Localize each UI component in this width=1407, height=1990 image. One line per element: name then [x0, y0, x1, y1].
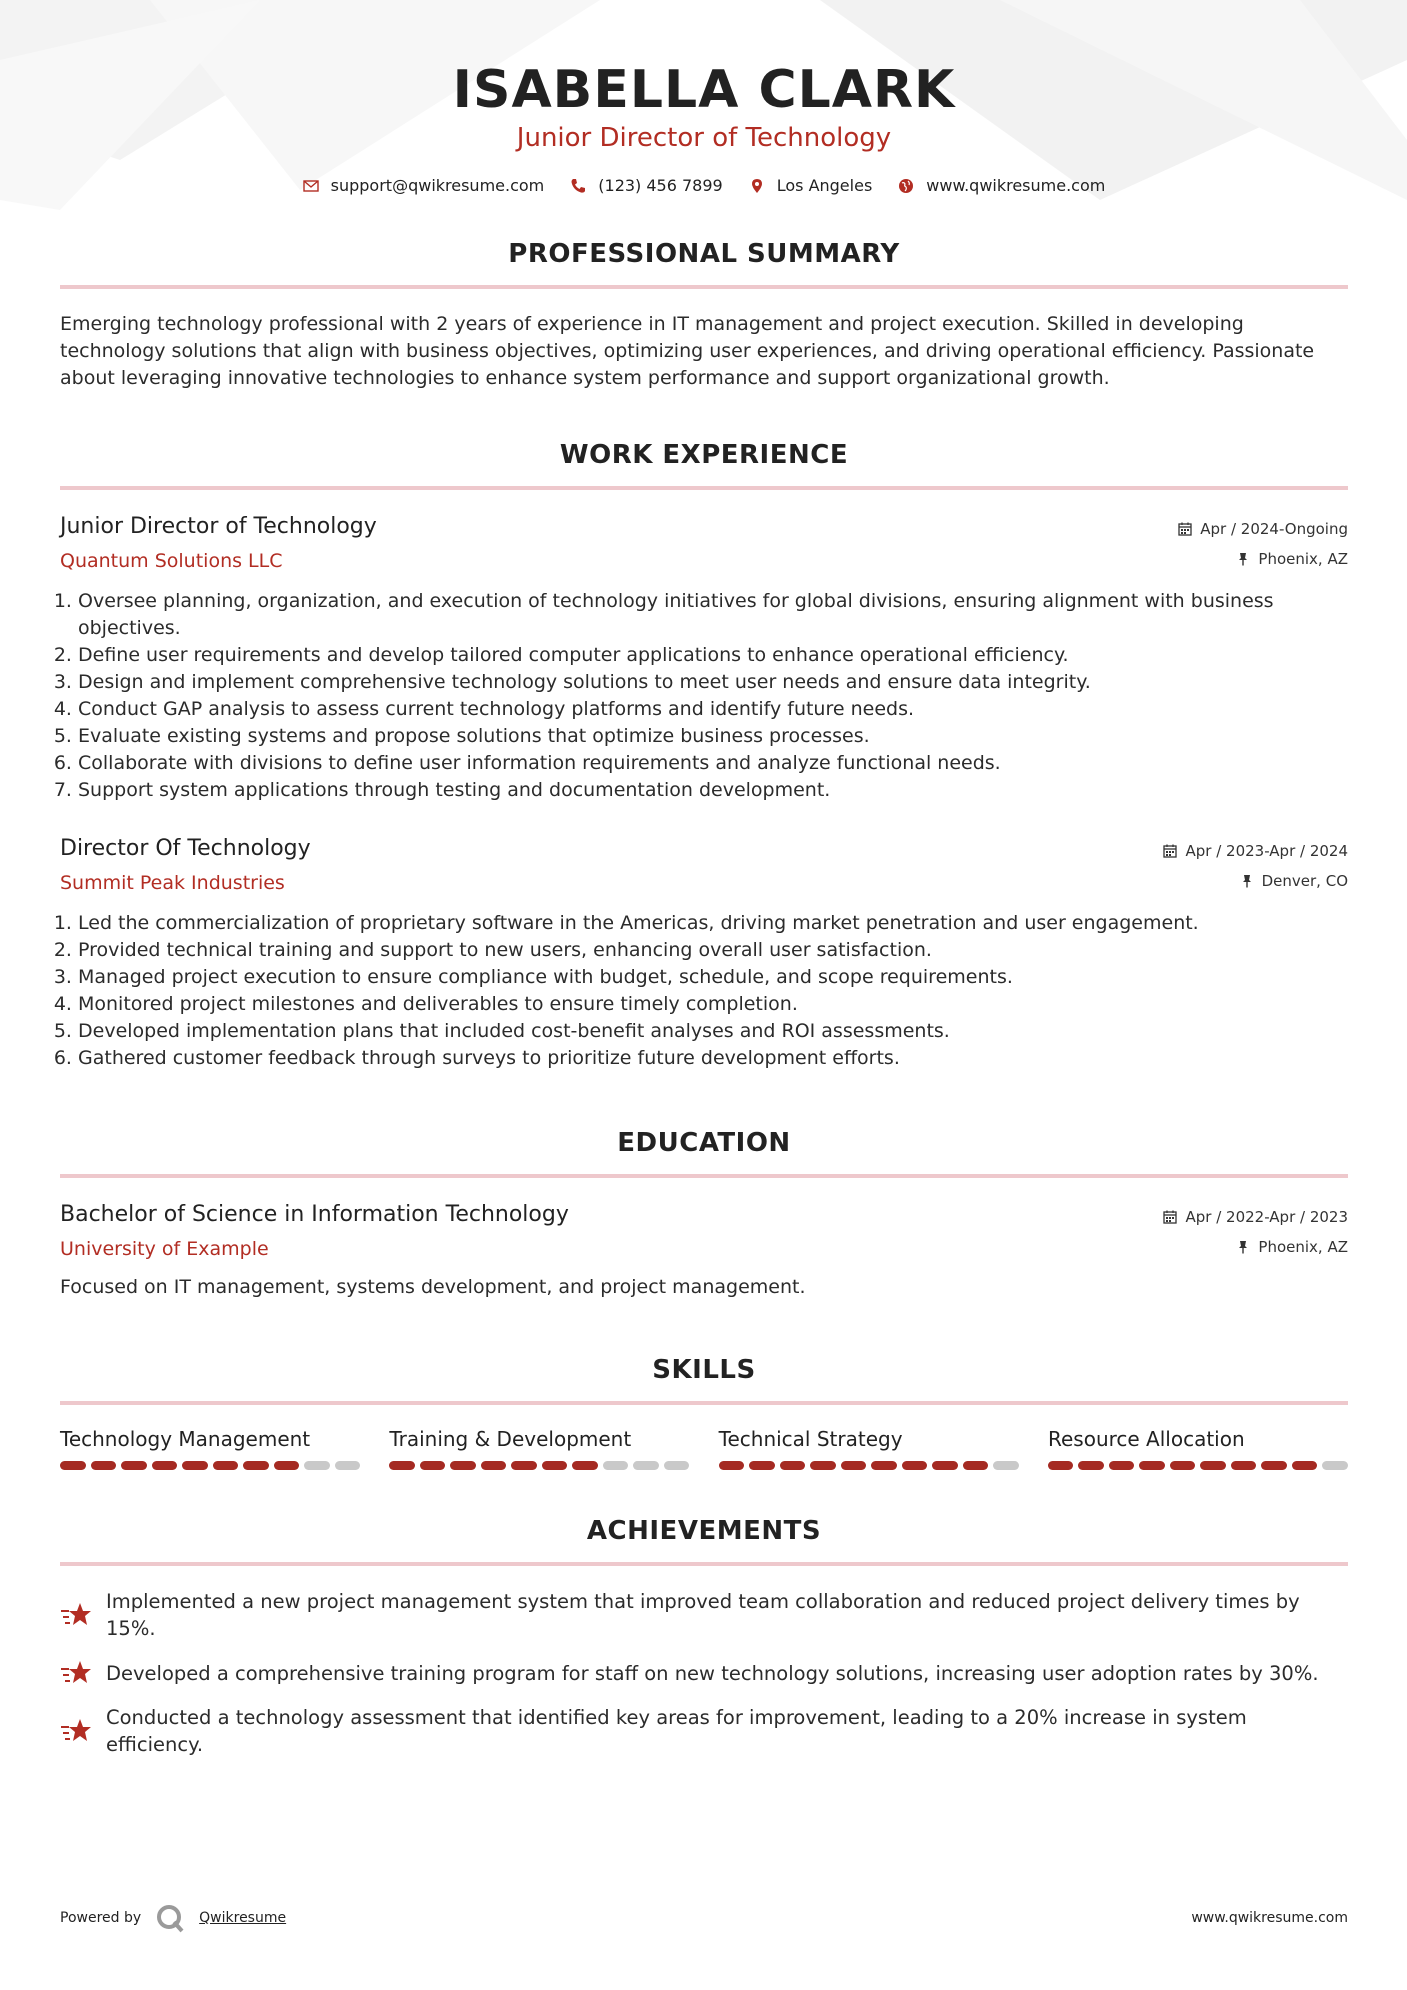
skill-item [389, 1425, 689, 1470]
list-item: 3. Design and implement comprehensive technology solutions to meet user needs and ensure data integrity. [78, 669, 1348, 696]
globe-icon [898, 178, 914, 194]
job-company: Summit Peak Industries [60, 872, 285, 894]
skill-segment-empty [304, 1461, 330, 1470]
skill-segment-filled [213, 1461, 239, 1470]
education-heading: EDUCATION [60, 1128, 1348, 1178]
job-location [1163, 868, 1348, 894]
job-title: Director Of Technology [60, 836, 311, 861]
contact-location [749, 176, 873, 195]
skill-segment-filled [749, 1461, 775, 1470]
brand-link[interactable]: Qwikresume [199, 1910, 287, 1926]
candidate-name: ISABELLA CLARK [452, 60, 956, 120]
list-item: 5. Developed implementation plans that included cost-benefit analyses and ROI assessments. [78, 1018, 1348, 1045]
degree-title: Bachelor of Science in Information Technology [60, 1202, 569, 1227]
map-pin-icon [749, 178, 765, 194]
achievement-text: Conducted a technology assessment that identified key areas for improvement, leading to a 20% increase in system efficiency. [106, 1706, 1247, 1756]
email-text: support@qwikresume.com [330, 176, 545, 195]
skill-segment-filled [542, 1461, 568, 1470]
pushpin-icon [1236, 1240, 1250, 1254]
skill-item [719, 1425, 1019, 1470]
achievements-list [60, 1588, 1348, 1758]
dates-text: Apr / 2024-Ongoing [1200, 520, 1348, 538]
job-company: Quantum Solutions LLC [60, 550, 283, 572]
pushpin-icon [1240, 874, 1254, 888]
list-item: 6. Collaborate with divisions to define user information requirements and analyze functional needs. [78, 750, 1348, 777]
skill-segment-filled [1261, 1461, 1287, 1470]
achievements-section [60, 1516, 1348, 1758]
education-entry [60, 1200, 1348, 1301]
skill-item [1048, 1425, 1348, 1470]
education-dates [1163, 1204, 1348, 1230]
qwikresume-logo-icon [155, 1903, 185, 1933]
list-item: 7. Support system applications through testing and documentation development. [78, 777, 1348, 804]
star-icon [60, 1717, 92, 1745]
job-location [1178, 546, 1348, 572]
skills-row [60, 1425, 1348, 1470]
skill-segment-empty [1322, 1461, 1348, 1470]
location-text: Phoenix, AZ [1258, 550, 1348, 568]
skill-name: Technical Strategy [718, 1427, 903, 1451]
skill-segment-filled [420, 1461, 446, 1470]
location-text: Los Angeles [776, 176, 873, 195]
skill-segment-filled [389, 1461, 415, 1470]
skill-segment-filled [810, 1461, 836, 1470]
skill-segment-filled [1139, 1461, 1165, 1470]
skill-item [60, 1425, 360, 1470]
calendar-icon [1163, 1210, 1177, 1224]
calendar-icon [1178, 522, 1192, 536]
dates-text: Apr / 2023-Apr / 2024 [1185, 842, 1348, 860]
skill-name: Resource Allocation [1047, 1427, 1245, 1451]
experience-section [60, 440, 1348, 1072]
skill-segment-empty [335, 1461, 361, 1470]
skill-segment-filled [182, 1461, 208, 1470]
skill-segment-filled [60, 1461, 86, 1470]
job-entry [60, 834, 1348, 1072]
phone-text: (123) 456 7899 [598, 176, 723, 195]
list-item: 1. Oversee planning, organization, and execution of technology initiatives for global divisions, ensuring alignment with business objectives. [78, 588, 1348, 642]
skill-segment-filled [780, 1461, 806, 1470]
contact-website[interactable] [898, 176, 1105, 195]
skill-segment-filled [481, 1461, 507, 1470]
star-icon [60, 1659, 92, 1687]
skill-segment-filled [152, 1461, 178, 1470]
skill-segment-filled [841, 1461, 867, 1470]
summary-heading: PROFESSIONAL SUMMARY [60, 239, 1348, 289]
calendar-icon [1163, 844, 1177, 858]
education-section [60, 1128, 1348, 1301]
skill-level-bar [1048, 1461, 1348, 1470]
website-text: www.qwikresume.com [926, 176, 1106, 195]
dates-text: Apr / 2022-Apr / 2023 [1185, 1208, 1348, 1226]
powered-by-label: Powered by [60, 1910, 142, 1926]
skill-level-bar [60, 1461, 360, 1470]
location-text: Denver, CO [1261, 872, 1348, 890]
list-item: 6. Gathered customer feedback through surveys to prioritize future development efforts. [78, 1045, 1348, 1072]
achievement-item [60, 1659, 1348, 1687]
footer-website[interactable]: www.qwikresume.com [1191, 1910, 1348, 1926]
contact-email[interactable] [303, 176, 545, 195]
list-item: 4. Conduct GAP analysis to assess current technology platforms and identify future needs. [78, 696, 1348, 723]
skill-level-bar [719, 1461, 1019, 1470]
skill-segment-filled [1078, 1461, 1104, 1470]
job-dates [1178, 516, 1348, 542]
experience-heading: WORK EXPERIENCE [60, 440, 1348, 490]
skill-segment-filled [572, 1461, 598, 1470]
job-entry [60, 512, 1348, 804]
education-location [1163, 1234, 1348, 1260]
skill-segment-empty [993, 1461, 1019, 1470]
skills-heading: SKILLS [60, 1355, 1348, 1405]
contact-phone[interactable] [570, 176, 722, 195]
skill-segment-filled [511, 1461, 537, 1470]
achievements-heading: ACHIEVEMENTS [60, 1516, 1348, 1566]
skill-segment-filled [1200, 1461, 1226, 1470]
skill-segment-filled [871, 1461, 897, 1470]
list-item: 2. Define user requirements and develop tailored computer applications to enhance operational efficiency. [78, 642, 1348, 669]
envelope-icon [303, 178, 319, 194]
skills-section [60, 1355, 1348, 1470]
skill-level-bar [389, 1461, 689, 1470]
summary-section [60, 239, 1348, 392]
star-icon [60, 1601, 92, 1629]
contact-row [60, 176, 1348, 195]
skill-segment-filled [91, 1461, 117, 1470]
skill-segment-filled [1231, 1461, 1257, 1470]
skill-name: Training & Development [389, 1427, 632, 1451]
achievement-text: Implemented a new project management system that improved team collaboration and reduced project delivery times by 15%. [106, 1590, 1300, 1640]
skill-segment-filled [1292, 1461, 1318, 1470]
skill-name: Technology Management [60, 1427, 311, 1451]
skill-segment-filled [1109, 1461, 1135, 1470]
school-name: University of Example [60, 1238, 269, 1260]
list-item: 2. Provided technical training and support to new users, enhancing overall user satisfaction. [78, 937, 1348, 964]
phone-icon [570, 178, 586, 194]
job-bullets [60, 588, 1348, 804]
resume-page [60, 0, 1348, 1775]
location-text: Phoenix, AZ [1258, 1238, 1348, 1256]
skill-segment-filled [932, 1461, 958, 1470]
skill-segment-filled [1170, 1461, 1196, 1470]
skill-segment-filled [450, 1461, 476, 1470]
achievement-item [60, 1704, 1348, 1758]
job-title: Junior Director of Technology [60, 514, 377, 539]
skill-segment-filled [274, 1461, 300, 1470]
footer [60, 1898, 1348, 1938]
list-item: 4. Monitored project milestones and deliverables to ensure timely completion. [78, 991, 1348, 1018]
achievement-item [60, 1588, 1348, 1642]
skill-segment-filled [243, 1461, 269, 1470]
skill-segment-empty [603, 1461, 629, 1470]
skill-segment-filled [902, 1461, 928, 1470]
pushpin-icon [1236, 552, 1250, 566]
job-bullets [60, 910, 1348, 1072]
skill-segment-filled [963, 1461, 989, 1470]
skill-segment-filled [1048, 1461, 1074, 1470]
skill-segment-filled [719, 1461, 745, 1470]
skill-segment-filled [121, 1461, 147, 1470]
skill-segment-empty [633, 1461, 659, 1470]
resume-header [60, 0, 1348, 195]
education-description: Focused on IT management, systems development, and project management. [60, 1276, 806, 1298]
skill-segment-empty [664, 1461, 690, 1470]
list-item: 5. Evaluate existing systems and propose solutions that optimize business processes. [78, 723, 1348, 750]
list-item: 1. Led the commercialization of proprietary software in the Americas, driving market penetration and user engagement. [78, 910, 1348, 937]
powered-by [60, 1903, 286, 1933]
achievement-text: Developed a comprehensive training program for staff on new technology solutions, increasing user adoption rates by 30%. [106, 1661, 1319, 1685]
summary-text: Emerging technology professional with 2 years of experience in IT management and project execution. Skilled in developing technology solutions that align with business objectives, optimizing user experiences, and driving operational efficiency. Passionate about leveraging innovative technologies to enhance system performance and support organizational growth. [60, 313, 1315, 389]
list-item: 3. Managed project execution to ensure compliance with budget, schedule, and scope requirements. [78, 964, 1348, 991]
job-dates [1163, 838, 1348, 864]
candidate-title: Junior Director of Technology [516, 123, 892, 153]
